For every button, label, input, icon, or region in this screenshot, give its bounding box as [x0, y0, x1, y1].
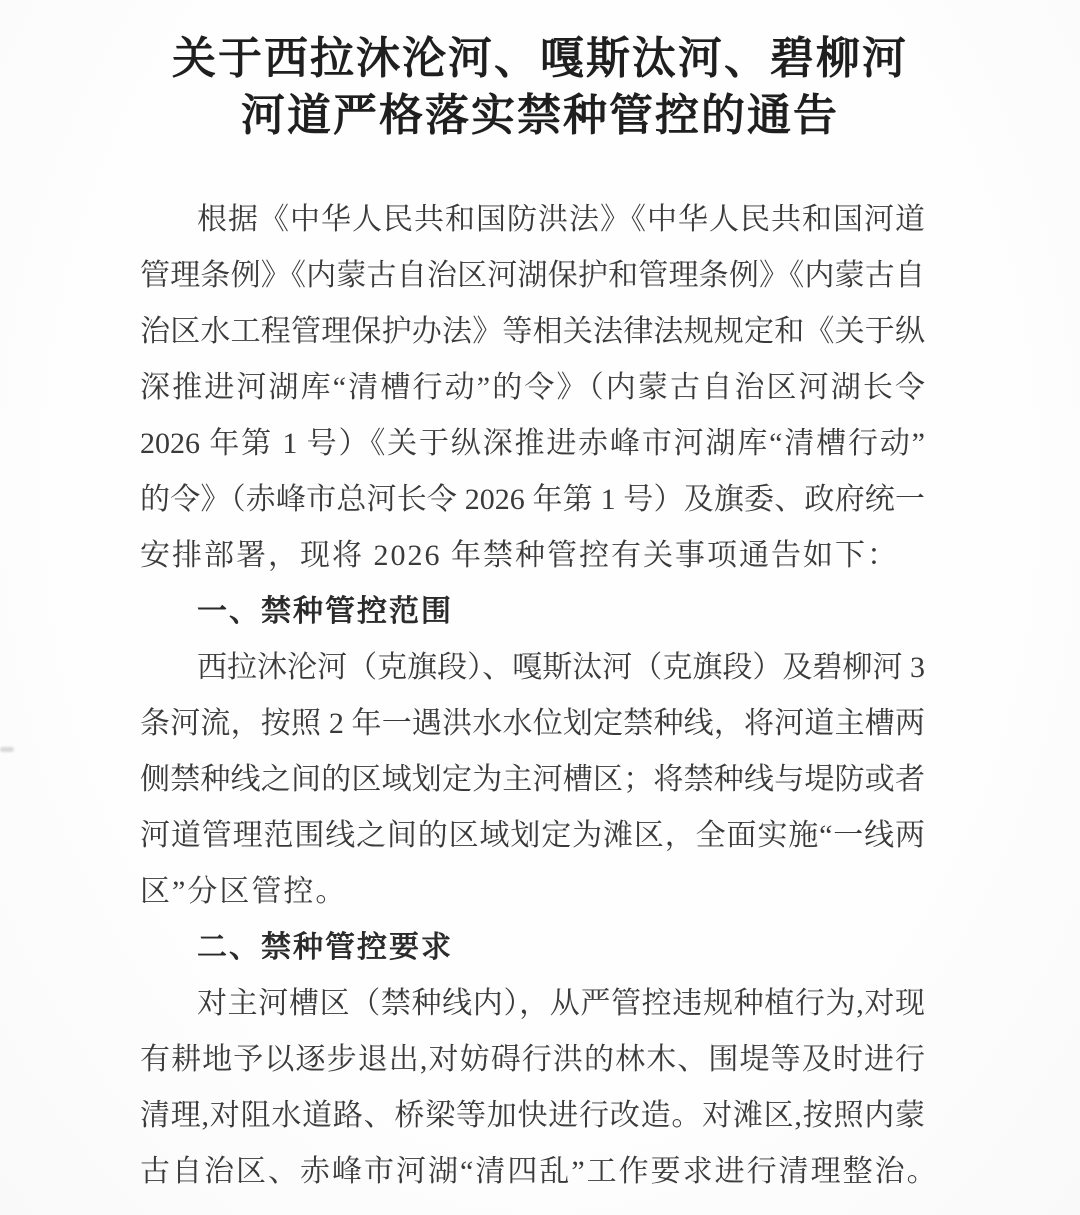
text-line: 有耕地予以逐步退出,对妨碍行洪的林木、围堤等及时进行: [140, 1043, 925, 1076]
text-line: 治区水工程管理保护办法》等相关法律法规规定和《关于纵: [140, 315, 925, 348]
text-line: 古自治区、赤峰市河湖“清四乱”工作要求进行清理整治。: [140, 1155, 939, 1188]
text-line: 根据《中华人民共和国防洪法》《中华人民共和国河道: [197, 203, 925, 236]
scan-artifact: [0, 747, 14, 752]
text-line: 管理条例》《内蒙古自治区河湖保护和管理条例》《内蒙古自: [140, 259, 925, 292]
document-title: [0, 0, 1080, 144]
section-heading: 一、禁种管控范围: [197, 595, 453, 628]
text-line: 清理,对阻水道路、桥梁等加快进行改造。对滩区,按照内蒙: [140, 1099, 925, 1132]
text-line: 河道管理范围线之间的区域划定为滩区，全面实施“一线两: [140, 819, 925, 852]
text-line: 侧禁种线之间的区域划定为主河槽区；将禁种线与堤防或者: [140, 763, 925, 796]
text-line: 2026 年第 1 号）《关于纵深推进赤峰市河湖库“清槽行动”: [140, 427, 925, 460]
document-body: [140, 192, 939, 1200]
text-line: 的令》（赤峰市总河长令 2026 年第 1 号）及旗委、政府统一: [140, 483, 925, 516]
document-title-line-1: 关于西拉沐沦河、嘎斯汰河、碧柳河: [172, 34, 908, 83]
text-line: 西拉沐沦河（克旗段）、嘎斯汰河（克旗段）及碧柳河 3: [197, 651, 925, 684]
document-title-line-2: 河道严格落实禁种管控的通告: [241, 91, 839, 140]
text-line: 区”分区管控。: [140, 875, 348, 908]
text-line: 条河流，按照 2 年一遇洪水水位划定禁种线，将河道主槽两: [140, 707, 925, 740]
text-line: 安排部署，现将 2026 年禁种管控有关事项通告如下：: [140, 539, 899, 572]
text-line: 深推进河湖库“清槽行动”的令》（内蒙古自治区河湖长令: [140, 371, 925, 404]
section-heading: 二、禁种管控要求: [197, 931, 453, 964]
text-line: 对主河槽区（禁种线内），从严管控违规种植行为,对现: [197, 987, 925, 1020]
